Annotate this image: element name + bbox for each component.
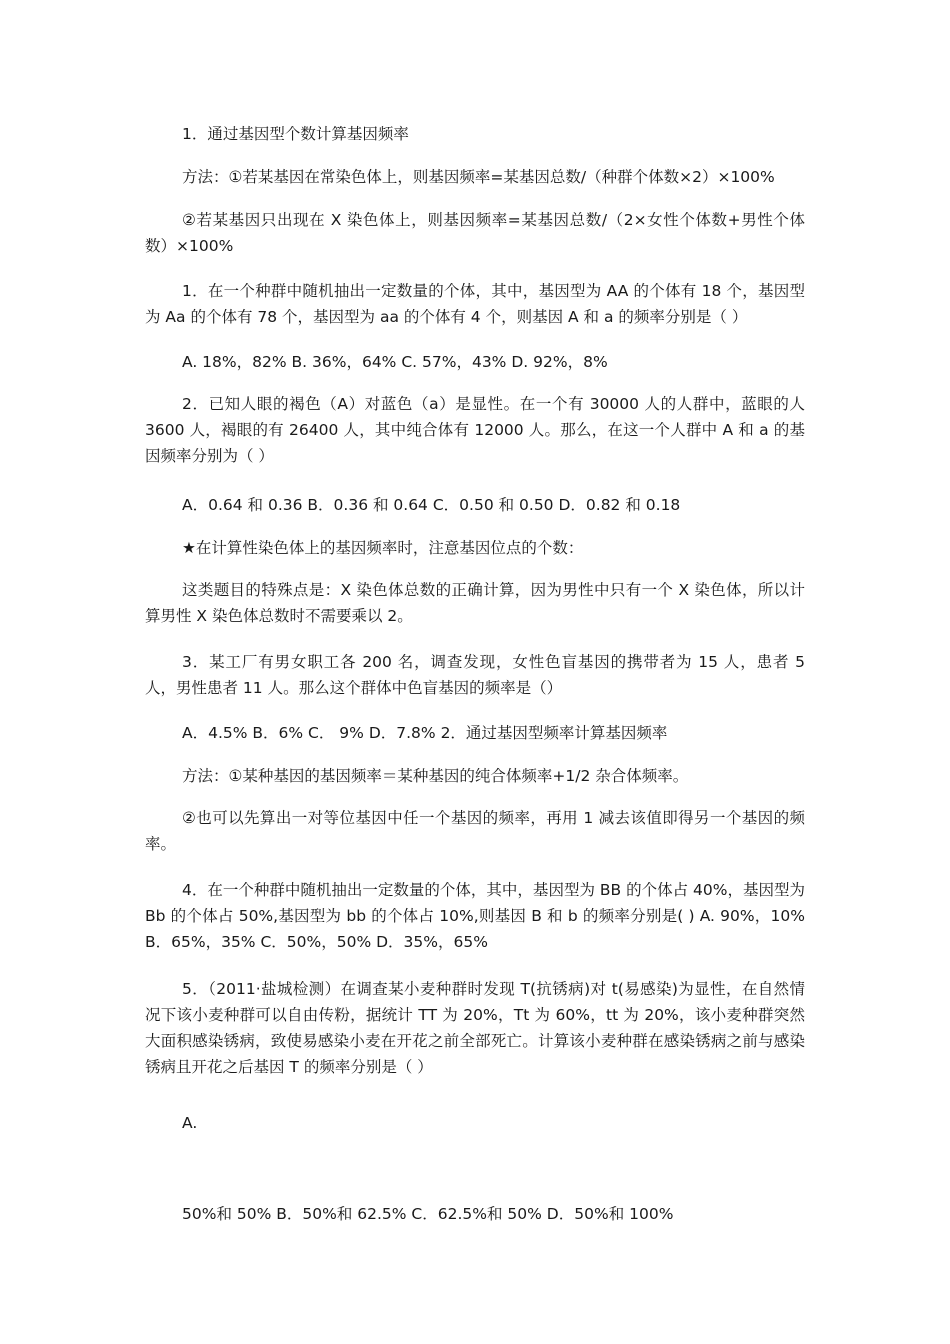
question-3-options: A．4.5% B．6% C． 9% D．7.8% 2．通过基因型频率计算基因频率 bbox=[182, 724, 668, 742]
method-paragraph-4: ②也可以先算出一对等位基因中任一个基因的频率，再用 1 减去该值即得另一个基因的频率。 bbox=[145, 809, 805, 853]
method-paragraph-2: ②若某基因只出现在 X 染色体上，则基因频率=某基因总数/（2×女性个体数+男性个体数）×100% bbox=[145, 211, 805, 255]
section-heading-1: 1．通过基因型个数计算基因频率 bbox=[182, 125, 409, 143]
question-1: 1．在一个种群中随机抽出一定数量的个体，其中，基因型为 AA 的个体有 18 个，基因型为 Aa 的个体有 78 个，基因型为 aa 的个体有 4 个，则基因 A 和 a 的频率分别是（ ） bbox=[145, 282, 805, 326]
note-explanation: 这类题目的特殊点是：X 染色体总数的正确计算，因为男性中只有一个 X 染色体，所以计算男性 X 染色体总数时不需要乘以 2。 bbox=[145, 581, 805, 625]
question-2: 2．已知人眼的褐色（A）对蓝色（a）是显性。在一个有 30000 人的人群中，蓝眼的人 3600 人，褐眼的有 26400 人，其中纯合体有 12000 人。那么，在这一个人群中 A 和 a 的基因频率分别为（ ） bbox=[145, 395, 805, 465]
question-3: 3．某工厂有男女职工各 200 名，调查发现，女性色盲基因的携带者为 15 人，患者 5 人，男性患者 11 人。那么这个群体中色盲基因的频率是（） bbox=[145, 653, 805, 697]
method-paragraph-3: 方法：①某种基因的基因频率＝某种基因的纯合体频率+1/2 杂合体频率。 bbox=[182, 767, 689, 785]
question-5-options: 50%和 50% B．50%和 62.5% C．62.5%和 50% D．50%和 100% bbox=[182, 1205, 674, 1223]
question-5-option-a-label: A. bbox=[182, 1114, 198, 1132]
question-5: 5．（2011·盐城检测）在调查某小麦种群时发现 T(抗锈病)对 t(易感染)为显性，在自然情况下该小麦种群可以自由传粉，据统计 TT 为 20%，Tt 为 60%，tt 为 20%，该小麦种群突然大面积感染锈病，致使易感染小麦在开花之前全部死亡。计算该小麦种群在感染锈病之前与感染锈病且开花之后基因 T 的频率分别是（ ） bbox=[145, 980, 805, 1076]
note-paragraph: ★在计算性染色体上的基因频率时，注意基因位点的个数： bbox=[182, 539, 584, 557]
question-1-options: A. 18%，82% B. 36%，64% C. 57%，43% D. 92%，8% bbox=[182, 353, 608, 371]
question-2-options: A．0.64 和 0.36 B．0.36 和 0.64 C．0.50 和 0.50 D．0.82 和 0.18 bbox=[182, 496, 681, 514]
method-paragraph-1: 方法：①若某基因在常染色体上，则基因频率=某基因总数/（种群个体数×2）×100% bbox=[182, 168, 775, 186]
question-4: 4．在一个种群中随机抽出一定数量的个体，其中，基因型为 BB 的个体占 40%，基因型为 Bb 的个体占 50%,基因型为 bb 的个体占 10%,则基因 B 和 b 的频率分别是( ) A. 90%，10% B．65%，35% C．50%，50% D．35%，65% bbox=[145, 881, 805, 951]
